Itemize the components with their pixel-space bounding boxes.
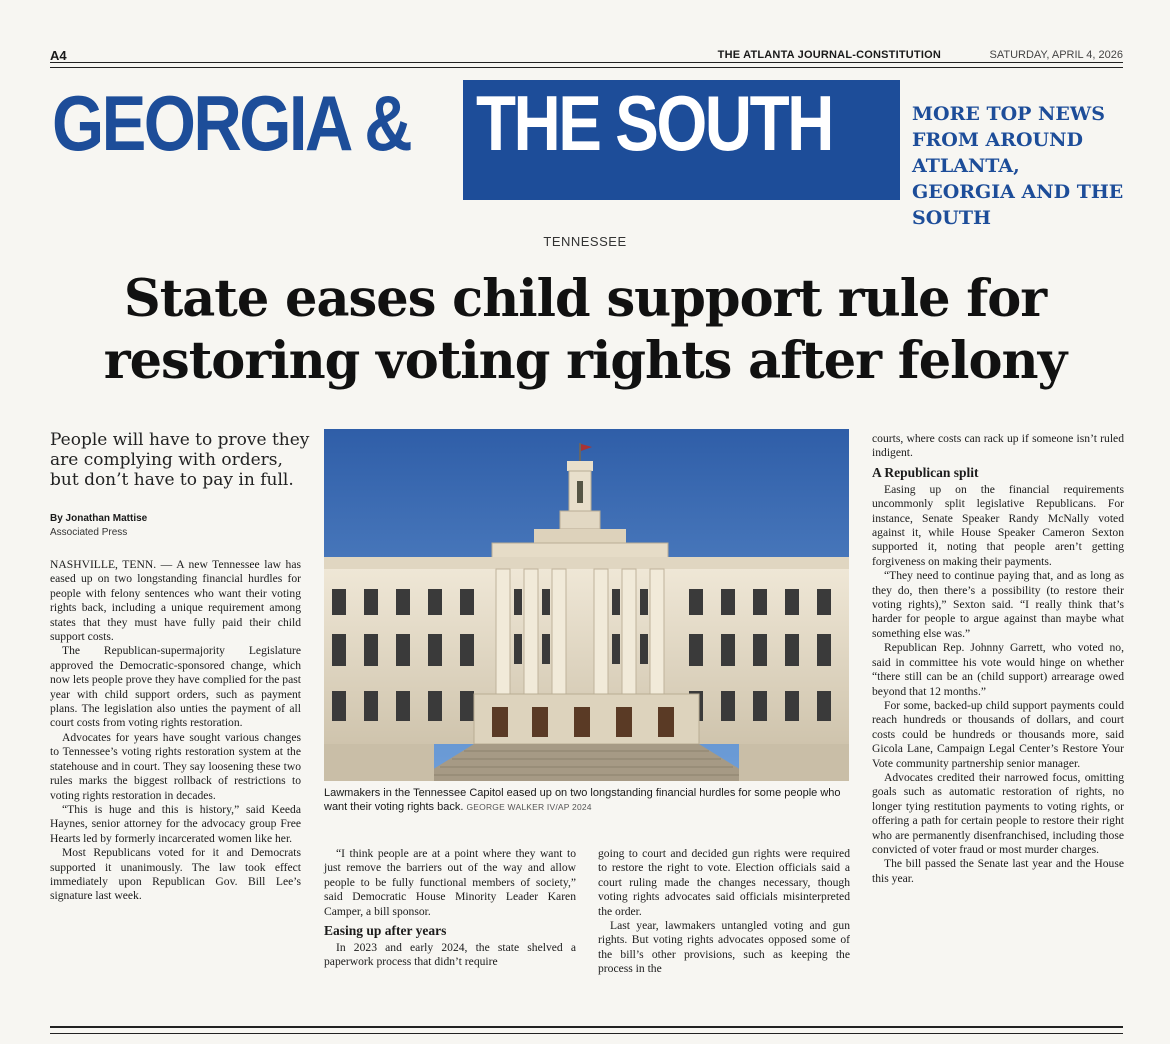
paragraph: “They need to continue paying that, and as long as they do, then there’s a possibility (to restore their voting rights),” Sexton said. “I really think that’s harder for people to argue against than maybe what something else was.” [872,569,1124,640]
paragraph: Republican Rep. Johnny Garrett, who voted no, said in committee his vote would hinge on whether “there still can be an (child support) arrearage owed beyond that 12 months.” [872,641,1124,698]
article-kicker: TENNESSEE [543,234,627,249]
paragraph: courts, where costs can rack up if someone isn’t ruled indigent. [872,432,1124,460]
paragraph: The bill passed the Senate last year and the House this year. [872,857,1124,885]
news-agency: Associated Press [50,527,128,538]
section-tagline: MORE TOP NEWS FROM AROUND ATLANTA, GEORGIA AND THE SOUTH [912,103,1124,229]
subhead: A Republican split [872,464,979,480]
caption-text: Lawmakers in the Tennessee Capitol eased up on two longstanding financial hurdles for some people who want their voting rights back. [324,787,841,813]
paragraph: For some, backed-up child support payments could reach hundreds or thousands of dollars, and court costs could be hundreds or thousands more, said Gicola Lane, Campaign Legal Center’s Restore Your Vote community partnership senior manager. [872,698,1124,770]
bottom-rule [50,1026,1123,1034]
paragraph: Easing up on the financial requirements uncommonly split legislative Republicans. For instance, Senate Speaker Randy McNally voted against it, while House Speaker Cameron Sexton supported it, noting that people aren’t getting forgiveness on making their payments. [872,482,1124,568]
paragraph: In 2023 and early 2024, the state shelved a paperwork process that didn’t require [324,941,576,969]
paragraph: Advocates for years have sought various changes to Tennessee’s voting rights restoration system at the statehouse and in court. They say loosening these two rules marks the biggest rollback of restrictions to voting rights restoration in decades. [50,730,301,802]
paragraph: going to court and decided gun rights were required to restore the right to vote. Election officials said a court ruling made the changes necessary, though voting rights advocates said officials misinterpreted the order. [598,847,850,918]
body-column-4 [872,432,1124,886]
newspaper-name: THE ATLANTA JOURNAL-CONSTITUTION [717,49,941,61]
body-column-3 [598,847,850,977]
capitol-illustration [324,429,849,781]
capitol-photo [324,429,849,781]
byline: By Jonathan Mattise [50,513,148,524]
photo-credit: GEORGE WALKER IV/AP 2024 [466,802,592,812]
body-column-1 [50,558,301,904]
paragraph: Advocates credited their narrowed focus, omitting goals such as automatic restoration of rights, no longer tying restitution payments to voting rights, or offering a path for certain people to restore their right who are permanently disenfranchised, including those convicted of voter fraud or most murder charges. [872,770,1124,856]
article-headline: State eases child support rule for restoring voting rights after felony [103,269,1067,391]
top-rule [50,62,1123,68]
paragraph: “I think people are at a point where they want to just remove the barriers out of the way and allow people to be fully functional members of society,” said Democratic House Minority Leader Karen Camper, a bill sponsor. [324,847,576,918]
section-title-right: THE SOUTH [476,79,832,167]
paragraph: NASHVILLE, TENN. — A new Tennessee law has eased up on two longstanding financial hurdles for people with felony sentences who want their voting rights back, including a unique requirement among states that they must have fully paid their child support costs. [50,558,301,644]
photo-caption [324,786,849,814]
section-title-left: GEORGIA & [52,79,411,167]
paragraph: The Republican-supermajority Legislature approved the Democratic-sponsored change, which now lets people prove they have complied for the past year with child support orders, such as payment plans. The legislation also unties the payment of all court costs from voting rights restoration. [50,644,301,730]
issue-date: SATURDAY, APRIL 4, 2026 [989,49,1123,61]
paragraph: “This is huge and this is history,” said Keeda Haynes, senior attorney for the advocacy group Free Hearts led by formerly incarcerated women like her. [50,802,301,845]
page-number: A4 [50,48,67,63]
body-column-2 [324,847,576,970]
article-deck: People will have to prove they are complying with orders, but don’t have to pay in full. [50,430,310,490]
paragraph: Most Republicans voted for it and Democrats supported it unanimously. The law took effect immediately upon Republican Gov. Bill Lee’s signature last week. [50,846,301,903]
paragraph: Last year, lawmakers untangled voting and gun rights. But voting rights advocates opposed some of the bill’s other provisions, such as keeping the process in the [598,919,850,976]
subhead: Easing up after years [324,923,447,939]
